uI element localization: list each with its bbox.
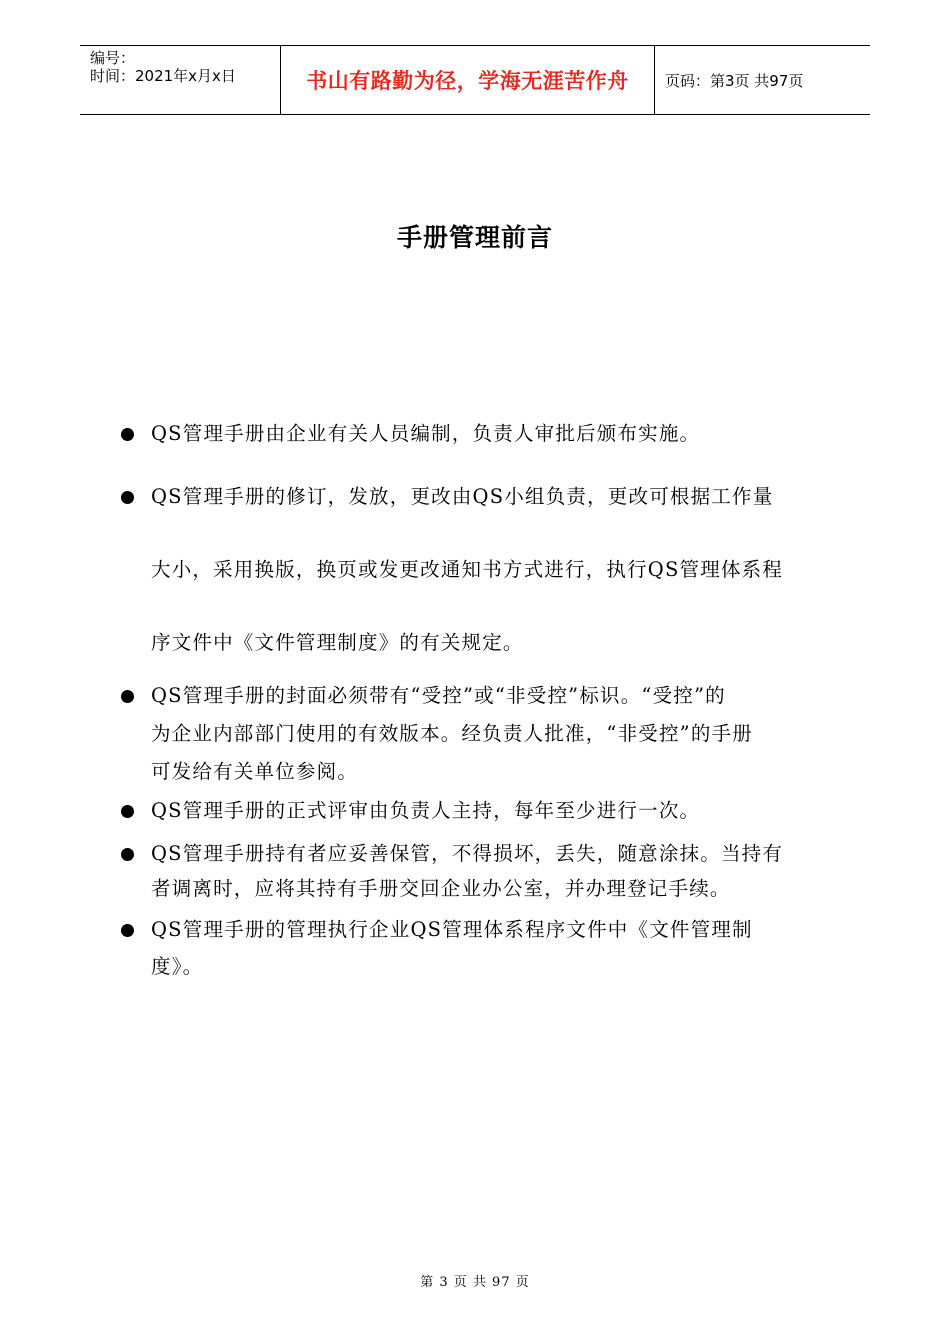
bullet-line: QS管理手册的管理执行企业QS管理体系程序文件中《文件管理制 (151, 918, 753, 941)
bullet-text (151, 424, 841, 444)
bullet-line: QS管理手册持有者应妥善保管，不得损坏，丢失，随意涂抹。当持有 (151, 842, 784, 865)
bullet-text (151, 920, 841, 977)
document-time-label: 时间：2021年x月x日 (90, 67, 236, 85)
header-motto: 书山有路勤为径，学海无涯苦作舟 (306, 69, 629, 93)
bullet-line: 为企业内部部门使用的有效版本。经负责人批准，“非受控”的手册 (151, 722, 753, 745)
page-title: 手册管理前言 (396, 223, 553, 252)
bullet-text (151, 686, 841, 782)
bullet-dot-icon (121, 924, 134, 937)
bullet-dot-icon (121, 848, 134, 861)
bullet-line: QS管理手册的修订，发放，更改由QS小组负责，更改可根据工作量 (151, 485, 774, 508)
header-motto-cell (281, 46, 655, 114)
bullet-line: 序文件中《文件管理制度》的有关规定。 (151, 631, 524, 654)
header-page-cell (655, 46, 870, 114)
document-number-label: 编号： (90, 49, 136, 67)
bullet-dot-icon (121, 428, 134, 441)
header-meta-cell (80, 46, 281, 114)
bullet-line: QS管理手册的封面必须带有“受控”或“非受控”标识。“受控”的 (151, 684, 726, 707)
bullet-line: QS管理手册的正式评审由负责人主持，每年至少进行一次。 (151, 799, 701, 822)
bullet-line: QS管理手册由企业有关人员编制，负责人审批后颁布实施。 (151, 422, 701, 445)
bullet-text (151, 487, 841, 653)
bullet-line: 度》。 (151, 955, 204, 978)
page-footer: 第 3 页 共 97 页 (420, 1275, 530, 1290)
bullet-dot-icon (121, 690, 134, 703)
bullet-text (151, 801, 841, 821)
bullet-dot-icon (121, 491, 134, 504)
bullet-line: 大小，采用换版，换页或发更改通知书方式进行，执行QS管理体系程 (151, 558, 784, 581)
bullet-line: 者调离时，应将其持有手册交回企业办公室，并办理登记手续。 (151, 877, 731, 900)
bullet-line: 可发给有关单位参阅。 (151, 760, 359, 783)
header-table (80, 45, 870, 115)
bullet-dot-icon (121, 805, 134, 818)
bullet-text (151, 844, 841, 899)
header-page-label: 页码：第3页 共97页 (665, 71, 804, 90)
